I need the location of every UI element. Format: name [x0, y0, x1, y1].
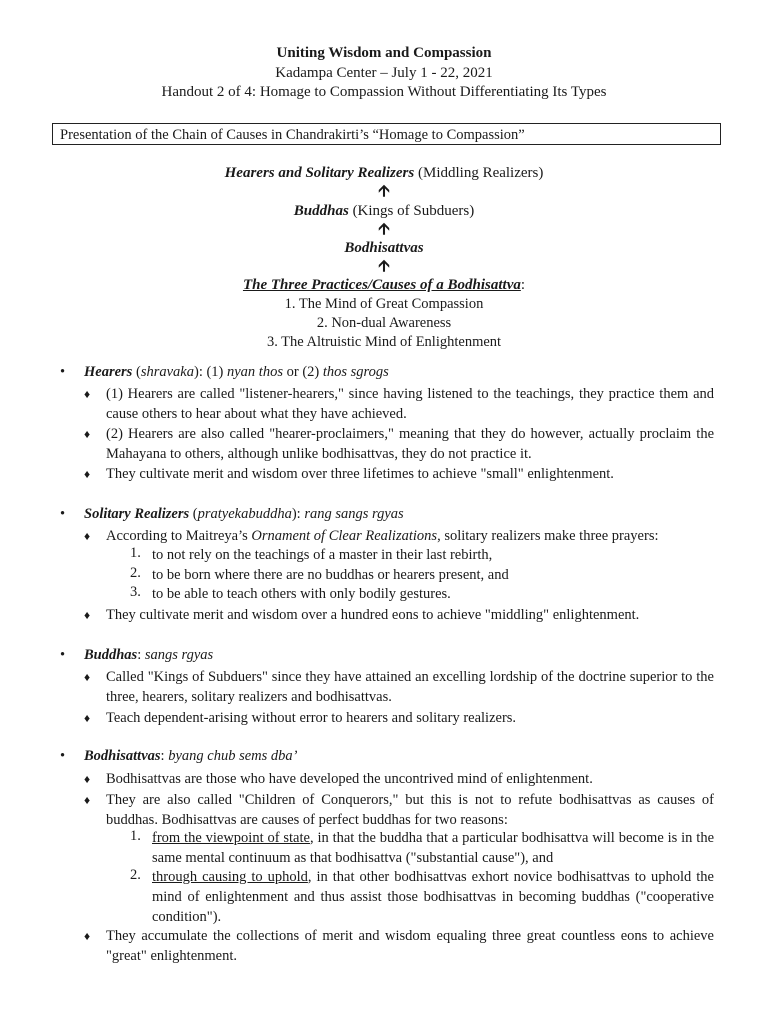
practice-item: 3. The Altruistic Mind of Enlightenment: [266, 334, 502, 350]
section-meta: or (2): [282, 364, 323, 380]
reason-number: 2.: [130, 867, 141, 883]
reason-text: , in that the buddha that a particular bodhisattva will become is in the same mental continuum as that bodhisattva ("substantial cause"), and: [152, 830, 715, 866]
chain-level-hearers-rest: (Middling Realizers): [414, 165, 544, 181]
diamond-bullet-icon: ♦: [84, 711, 91, 725]
up-arrow-icon: 🡩: [378, 258, 390, 275]
bodhisattvas-item: They are also called "Children of Conquerors," but this is not to refute bodhisattvas as causes of buddhas. Bodhisattvas are causes of perfect buddhas for two reasons:: [106, 792, 714, 828]
prayer-number: 1.: [130, 545, 141, 561]
diamond-bullet-icon: ♦: [84, 670, 91, 684]
bodhisattvas-item: They accumulate the collections of merit and wisdom equaling three great countless eons to achieve "great" enlightenment.: [106, 928, 714, 964]
chain-level-buddhas-bold: Buddhas: [293, 203, 349, 219]
buddhas-item: Called "Kings of Subduers" since they have attained an excelling lordship of the doctrine superior to the three, hearers, solitary realizers and bodhisattvas.: [106, 669, 714, 705]
solitary-last: They cultivate merit and wisdom over a hundred eons to achieve "middling" enlightenment.: [106, 607, 640, 623]
diamond-bullet-icon: ♦: [84, 467, 91, 481]
solitary-intro-source: Ornament of Clear Realizations: [251, 528, 438, 544]
section-bodhisattvas-heading: [84, 748, 297, 765]
bullet-icon: •: [60, 647, 66, 663]
section-solitary-heading: [84, 506, 404, 523]
chain-level-buddhas-rest: (Kings of Subduers): [348, 203, 475, 219]
section-meta: thos sgrogs: [322, 364, 389, 380]
section-meta: (: [132, 364, 141, 380]
chain-level-bodhisattvas-bold: Bodhisattvas: [344, 240, 424, 256]
section-buddhas-heading: [84, 647, 213, 664]
buddhas-item: Teach dependent-arising without error to hearers and solitary realizers.: [106, 710, 517, 726]
chain-level-bodhisattvas: [0, 240, 768, 257]
bullet-icon: •: [60, 506, 66, 522]
up-arrow-icon: 🡩: [378, 183, 390, 200]
diamond-bullet-icon: ♦: [84, 793, 91, 807]
section-meta: :: [137, 647, 145, 663]
section-title: Solitary Realizers: [84, 506, 190, 522]
prayer-item: to not rely on the teachings of a master in their last rebirth,: [152, 547, 493, 563]
handout-line: Handout 2 of 4: Homage to Compassion Without Differentiating Its Types: [161, 84, 607, 100]
section-title: Bodhisattvas: [84, 748, 161, 764]
chain-level-buddhas: [0, 203, 768, 220]
bullet-icon: •: [60, 364, 66, 380]
section-meta: nyan thos: [227, 364, 283, 380]
section-meta: pratyekabuddha: [197, 506, 292, 522]
reason-key: from the viewpoint of state: [152, 830, 310, 846]
hearers-item: (2) Hearers are also called "hearer-proclaimers," meaning that they do however, actually proclaim the Mahayana to others, although unlike bodhisattvas, they do not practice it.: [106, 426, 714, 462]
diamond-bullet-icon: ♦: [84, 387, 91, 401]
section-title: Hearers: [84, 364, 133, 380]
diamond-bullet-icon: ♦: [84, 929, 91, 943]
chain-level-hearers: [0, 165, 768, 182]
prayer-number: 2.: [130, 565, 141, 581]
reason-item: [152, 828, 714, 868]
reason-text: , in that other bodhisattvas exhort novice bodhisattvas to uphold the mind of enlightenment and thus assist those bodhisattvas in becoming buddhas ("cooperative condition").: [152, 869, 714, 925]
hearers-item: They cultivate merit and wisdom over three lifetimes to achieve "small" enlightenment.: [106, 466, 614, 482]
bodhisattvas-item: Bodhisattvas are those who have developed the uncontrived mind of enlightenment.: [106, 771, 593, 787]
up-arrow-icon: 🡩: [378, 221, 390, 238]
section-title: Buddhas: [84, 647, 138, 663]
practice-item: 1. The Mind of Great Compassion: [284, 296, 484, 312]
section-meta: (: [189, 506, 198, 522]
section-meta: ):: [291, 506, 305, 522]
bullet-icon: •: [60, 748, 66, 764]
solitary-intro-text: According to Maitreya’s: [106, 528, 252, 544]
prayer-item: to be able to teach others with only bodily gestures.: [152, 586, 451, 602]
chain-level-practices-rest: :: [520, 277, 526, 293]
section-meta: shravaka: [140, 364, 194, 380]
hearers-item: (1) Hearers are called "listener-hearers," since having listened to the teachings, they practice them and cause others to hear about what they have achieved.: [106, 386, 714, 422]
section-meta: :: [160, 748, 169, 764]
chain-level-practices: [0, 277, 768, 294]
section-meta: rang sangs rgyas: [304, 506, 404, 522]
reason-key: through causing to uphold: [152, 869, 308, 885]
solitary-intro-text: , solitary realizers make three prayers:: [437, 528, 659, 544]
boxed-heading: Presentation of the Chain of Causes in Chandrakirti’s “Homage to Compassion”: [52, 123, 721, 145]
practice-item: 2. Non-dual Awareness: [316, 315, 452, 331]
solitary-intro: [106, 526, 714, 546]
prayer-number: 3.: [130, 584, 141, 600]
document-title: Uniting Wisdom and Compassion: [276, 45, 492, 61]
chain-level-practices-bold: The Three Practices/Causes of a Bodhisattva: [242, 277, 521, 293]
reason-item: [152, 867, 714, 927]
section-meta: ): (1): [193, 364, 227, 380]
diamond-bullet-icon: ♦: [84, 427, 91, 441]
prayer-item: to be born where there are no buddhas or hearers present, and: [152, 567, 509, 583]
diamond-bullet-icon: ♦: [84, 608, 91, 622]
diamond-bullet-icon: ♦: [84, 772, 91, 786]
section-meta: sangs rgyas: [144, 647, 214, 663]
chain-level-hearers-bold: Hearers and Solitary Realizers: [224, 165, 415, 181]
document-subtitle: Kadampa Center – July 1 - 22, 2021: [275, 65, 493, 81]
diamond-bullet-icon: ♦: [84, 529, 91, 543]
section-meta: byang chub sems dba’: [168, 748, 298, 764]
section-hearers-heading: [84, 364, 389, 381]
reason-number: 1.: [130, 828, 141, 844]
